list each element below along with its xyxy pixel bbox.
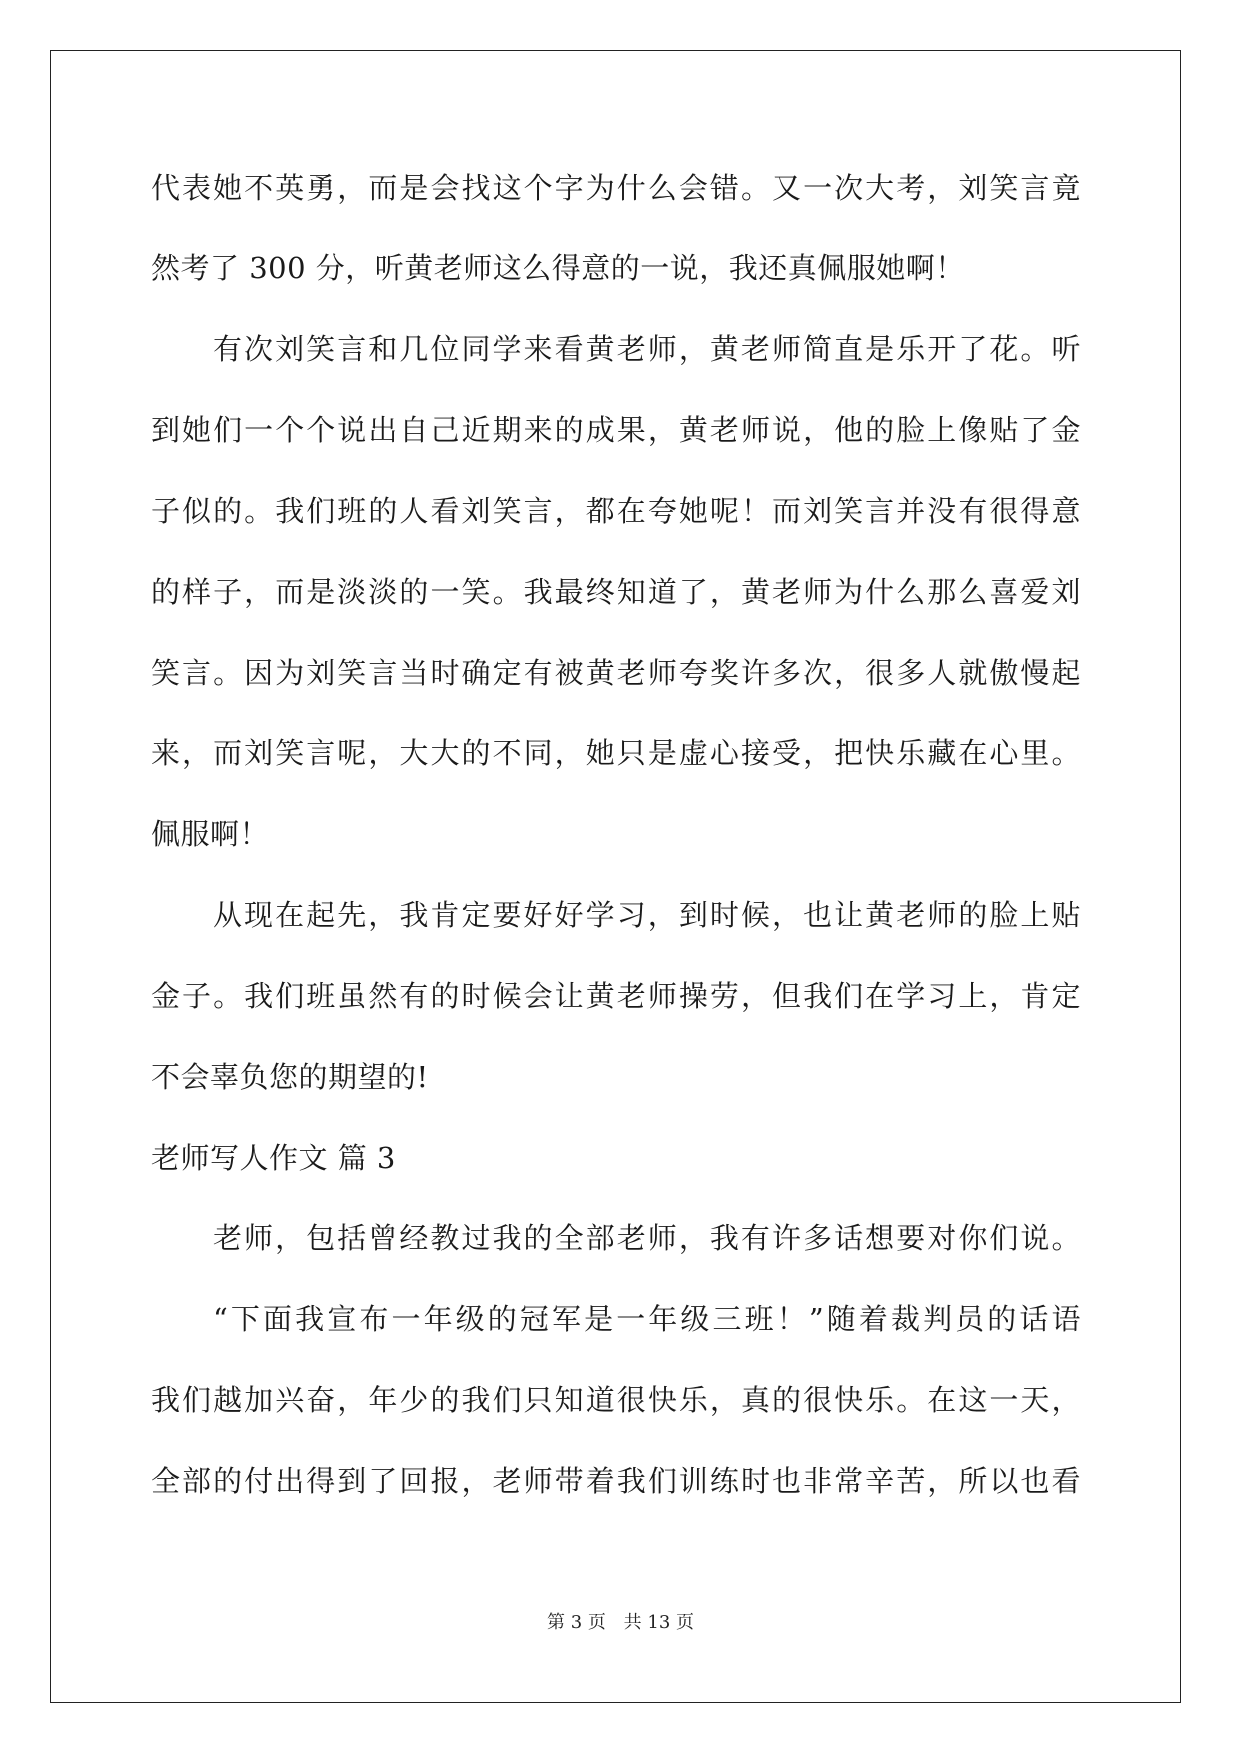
text-line: 然考了 300 分，听黄老师这么得意的一说，我还真佩服她啊！ [151,251,965,285]
text-line: 到她们一个个说出自己近期来的成果，黄老师说，他的脸上像贴了金 [151,413,1081,447]
text-line: 有次刘笑言和几位同学来看黄老师，黄老师简直是乐开了花。听 [213,332,1081,366]
text-line: 子似的。我们班的人看刘笑言，都在夸她呢！而刘笑言并没有很得意 [151,494,1081,528]
page-border [50,50,1181,1703]
text-line: 我们越加兴奋，年少的我们只知道很快乐，真的很快乐。在这一天， [151,1383,1081,1417]
text-line: 佩服啊！ [151,817,270,851]
page-footer [0,1611,1241,1635]
text-line: 从现在起先，我肯定要好好学习，到时候，也让黄老师的脸上贴 [213,898,1081,932]
text-line: 笑言。因为刘笑言当时确定有被黄老师夸奖许多次，很多人就傲慢起 [151,656,1081,690]
section-heading: 老师写人作文 篇 3 [151,1141,396,1175]
page-number: 第 3 页 [547,1612,606,1633]
page-total: 共 13 页 [623,1612,694,1633]
text-line: 不会辜负您的期望的! [151,1060,429,1094]
text-line: 老师，包括曾经教过我的全部老师，我有许多话想要对你们说。 [213,1221,1081,1255]
text-line: 来，而刘笑言呢，大大的不同，她只是虚心接受，把快乐藏在心里。 [151,736,1081,770]
text-line: “下面我宣布一年级的冠军是一年级三班！”随着裁判员的话语 [213,1302,1081,1336]
text-line: 代表她不英勇，而是会找这个字为什么会错。又一次大考，刘笑言竟 [151,171,1081,205]
text-line: 全部的付出得到了回报，老师带着我们训练时也非常辛苦，所以也看 [151,1464,1081,1498]
text-line: 的样子，而是淡淡的一笑。我最终知道了，黄老师为什么那么喜爱刘 [151,575,1081,609]
text-line: 金子。我们班虽然有的时候会让黄老师操劳，但我们在学习上，肯定 [151,979,1081,1013]
